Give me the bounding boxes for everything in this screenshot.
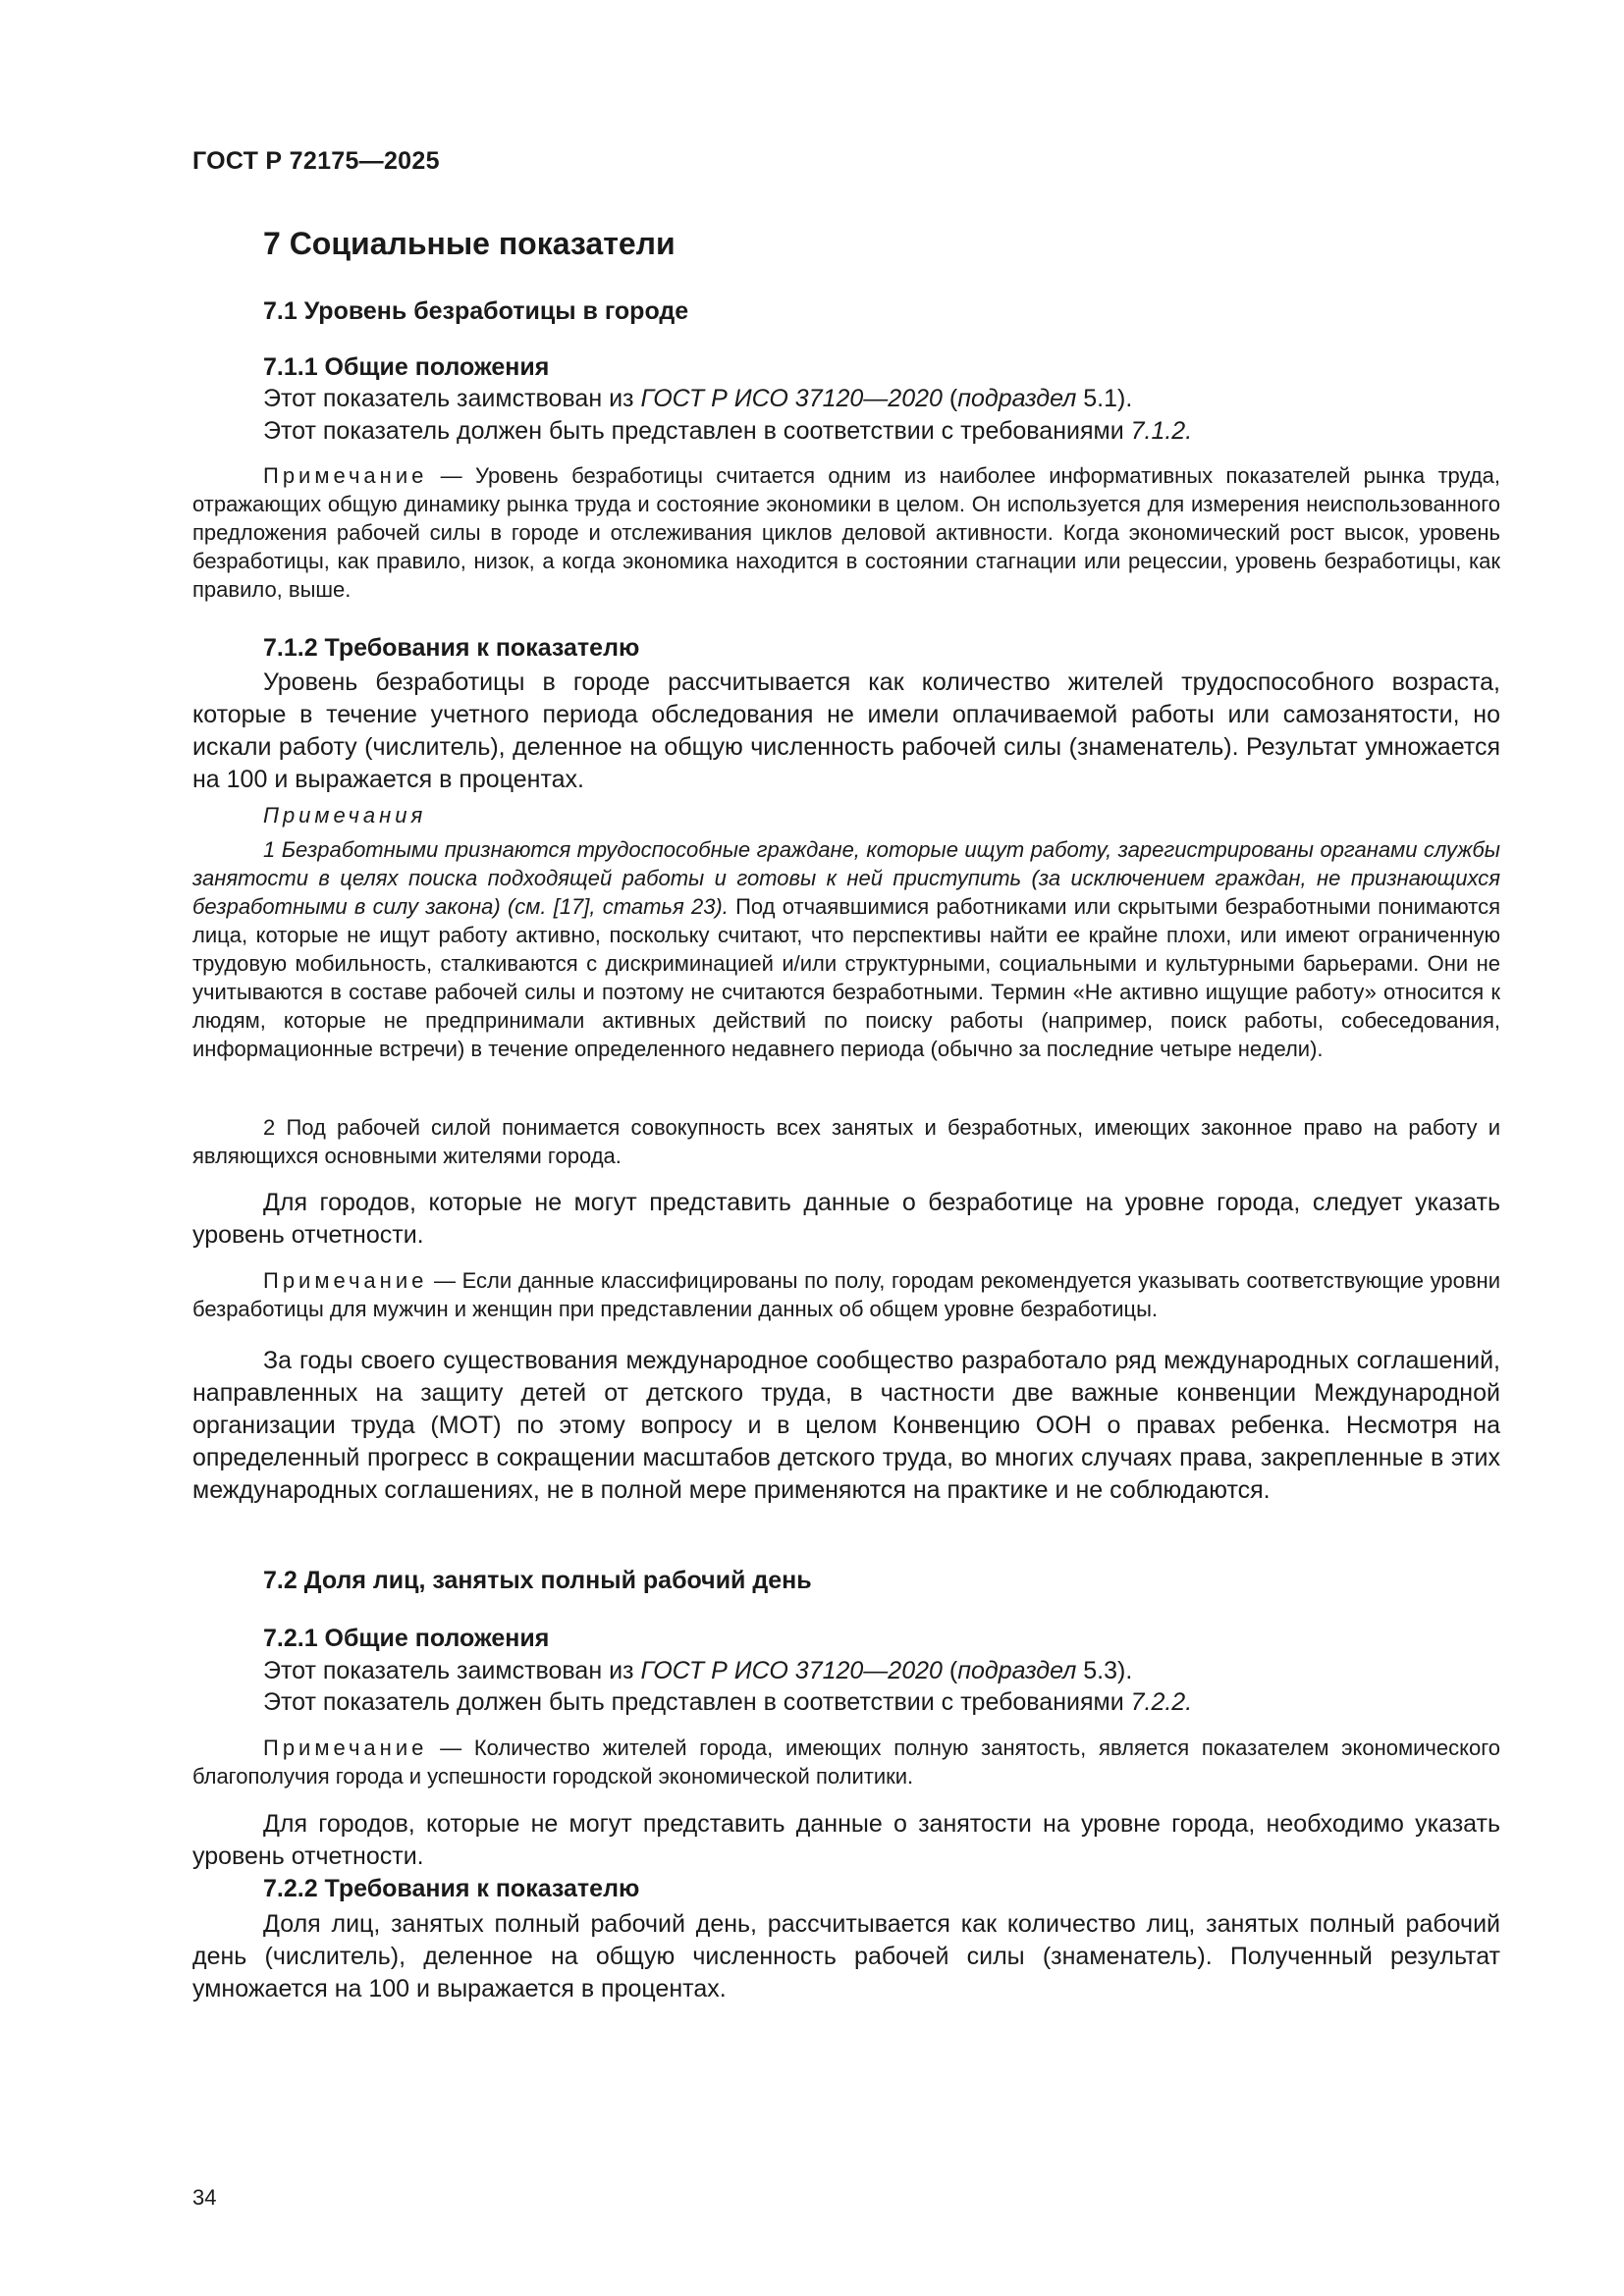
note-1	[192, 835, 1500, 1063]
clause-title-7-2-2: 7.2.2 Требования к показателю	[263, 1875, 640, 1902]
note-text: — Если данные классифицированы по полу, городам рекомендуется указывать соответствующие уровни безработицы для мужчин и женщин при представлении данных об общем уровне безработицы.	[192, 1268, 1500, 1321]
text-fragment: (	[942, 385, 958, 412]
note-text: — Количество жителей города, имеющих полную занятость, является показателем экономического благополучия города и успешности городской экономической политики.	[192, 1735, 1500, 1789]
requirements-reference-line-7-2	[263, 1688, 1192, 1717]
text-fragment: 5.1).	[1076, 385, 1133, 412]
note-gender	[192, 1266, 1500, 1323]
document-header: ГОСТ Р 72175—2025	[192, 147, 440, 175]
paragraph-text: Уровень безработицы в городе рассчитывается как количество жителей трудоспособного возраста, которые в течение учетного периода обследования не имели оплачиваемой работы или самозанятости, но искали работу (числитель), деленное на общую численность рабочей силы (знаменатель). Результат умножается на 100 и выражается в процентах.	[192, 668, 1500, 793]
note-7-1-1	[192, 461, 1500, 604]
note-italic-text: 1 Безработными признаются трудоспособные граждане, которые ищут работу, зарегистрированы органами службы занятости в целях поиска подходящей работы и готовы к ней приступить (за исключением граждан, не признающихся безработными в силу закона) (см. [17], статья 23).	[192, 837, 1500, 919]
note-2	[192, 1113, 1500, 1170]
note-text: Под отчаявшимися работниками или скрытыми безработными понимаются лица, которые не ищут работу активно, поскольку считают, что перспективы найти ее крайне плохи, или имеют ограниченную трудовую мобильность, сталкиваются с дискриминацией и/или структурными, социальными и культурными барьерами. Они не учитываются в составе рабочей силы и поэтому не считаются безработными. Термин «Не активно ищущие работу» относится к людям, которые не предпринимали активных действий по поиску работы (например, поиск работы, собеседования, информационные встречи) в течение определенного недавнего периода (обычно за последние четыре недели).	[192, 894, 1500, 1061]
clause-reference: 7.2.2.	[1130, 1688, 1193, 1716]
paragraph-text: Для городов, которые не могут представить данные о занятости на уровне города, необходимо указать уровень отчетности.	[192, 1810, 1500, 1870]
clause-title-7-2-1: 7.2.1 Общие положения	[263, 1625, 550, 1652]
section-title: 7 Социальные показатели	[263, 226, 676, 261]
text-fragment: Этот показатель заимствован из	[263, 385, 641, 412]
clause-title-7-1-1: 7.1.1 Общие положения	[263, 353, 550, 381]
note-label: Примечание	[263, 1735, 428, 1760]
subsection-title-7-1: 7.1 Уровень безработицы в городе	[263, 297, 689, 325]
text-fragment: (	[942, 1657, 958, 1684]
paragraph-text: За годы своего существования международное сообщество разработало ряд международных соглашений, направленных на защиту детей от детского труда, в частности две важные конвенции Международной организации труда (МОТ) по этому вопросу и в целом Конвенцию ООН о правах ребенка. Несмотря на определенный прогресс в сокращении масштабов детского труда, во многих случаях права, закрепленные в этих международных соглашениях, не в полной мере применяются на практике и не соблюдаются.	[192, 1347, 1500, 1504]
note-label: Примечание	[263, 463, 428, 488]
text-fragment: Этот показатель должен быть представлен в соответствии с требованиями	[263, 1688, 1131, 1716]
standard-reference: ГОСТ Р ИСО 37120—2020	[640, 1657, 943, 1684]
paragraph-text: Доля лиц, занятых полный рабочий день, рассчитывается как количество лиц, занятых полный рабочий день (числитель), деленное на общую численность рабочей силы (знаменатель). Полученный результат умножается на 100 и выражается в процентах.	[192, 1910, 1500, 2002]
clause-title-7-1-2: 7.1.2 Требования к показателю	[263, 634, 640, 662]
requirements-reference-line	[263, 417, 1192, 446]
note-text: 2 Под рабочей силой понимается совокупность всех занятых и безработных, имеющих законное право на работу и являющихся основными жителями города.	[192, 1115, 1500, 1168]
text-fragment: подраздел	[957, 1657, 1077, 1684]
subsection-title-7-2: 7.2 Доля лиц, занятых полный рабочий день	[263, 1567, 812, 1594]
source-reference-line	[263, 385, 1132, 413]
paragraph-unemployment-definition	[192, 667, 1500, 796]
note-7-2-1	[192, 1734, 1500, 1790]
note-text: — Уровень безработицы считается одним из наиболее информативных показателей рынка труда, отражающих общую динамику рынка труда и состояние экономики в целом. Он используется для измерения неиспользованного предложения рабочей силы в городе и отслеживания циклов деловой активности. Когда экономический рост высок, уровень безработицы, как правило, низок, а когда экономика находится в состоянии стагнации или рецессии, уровень безработицы, как правило, выше.	[192, 463, 1500, 602]
source-reference-line-7-2	[263, 1657, 1132, 1685]
notes-label: Примечания	[263, 803, 427, 828]
paragraph-fulltime-definition	[192, 1908, 1500, 2005]
standard-reference: ГОСТ Р ИСО 37120—2020	[640, 385, 943, 412]
note-label: Примечание	[263, 1268, 428, 1293]
clause-reference: 7.1.2.	[1130, 417, 1193, 445]
text-fragment: подраздел	[957, 385, 1077, 412]
page-number: 34	[192, 2185, 217, 2210]
text-fragment: Этот показатель заимствован из	[263, 1657, 641, 1684]
paragraph-reporting-level	[192, 1187, 1500, 1252]
paragraph-text: Для городов, которые не могут представить данные о безработице на уровне города, следует указать уровень отчетности.	[192, 1189, 1500, 1249]
text-fragment: Этот показатель должен быть представлен в соответствии с требованиями	[263, 417, 1131, 445]
paragraph-employment-reporting	[192, 1808, 1500, 1873]
paragraph-child-labour	[192, 1345, 1500, 1507]
text-fragment: 5.3).	[1076, 1657, 1133, 1684]
